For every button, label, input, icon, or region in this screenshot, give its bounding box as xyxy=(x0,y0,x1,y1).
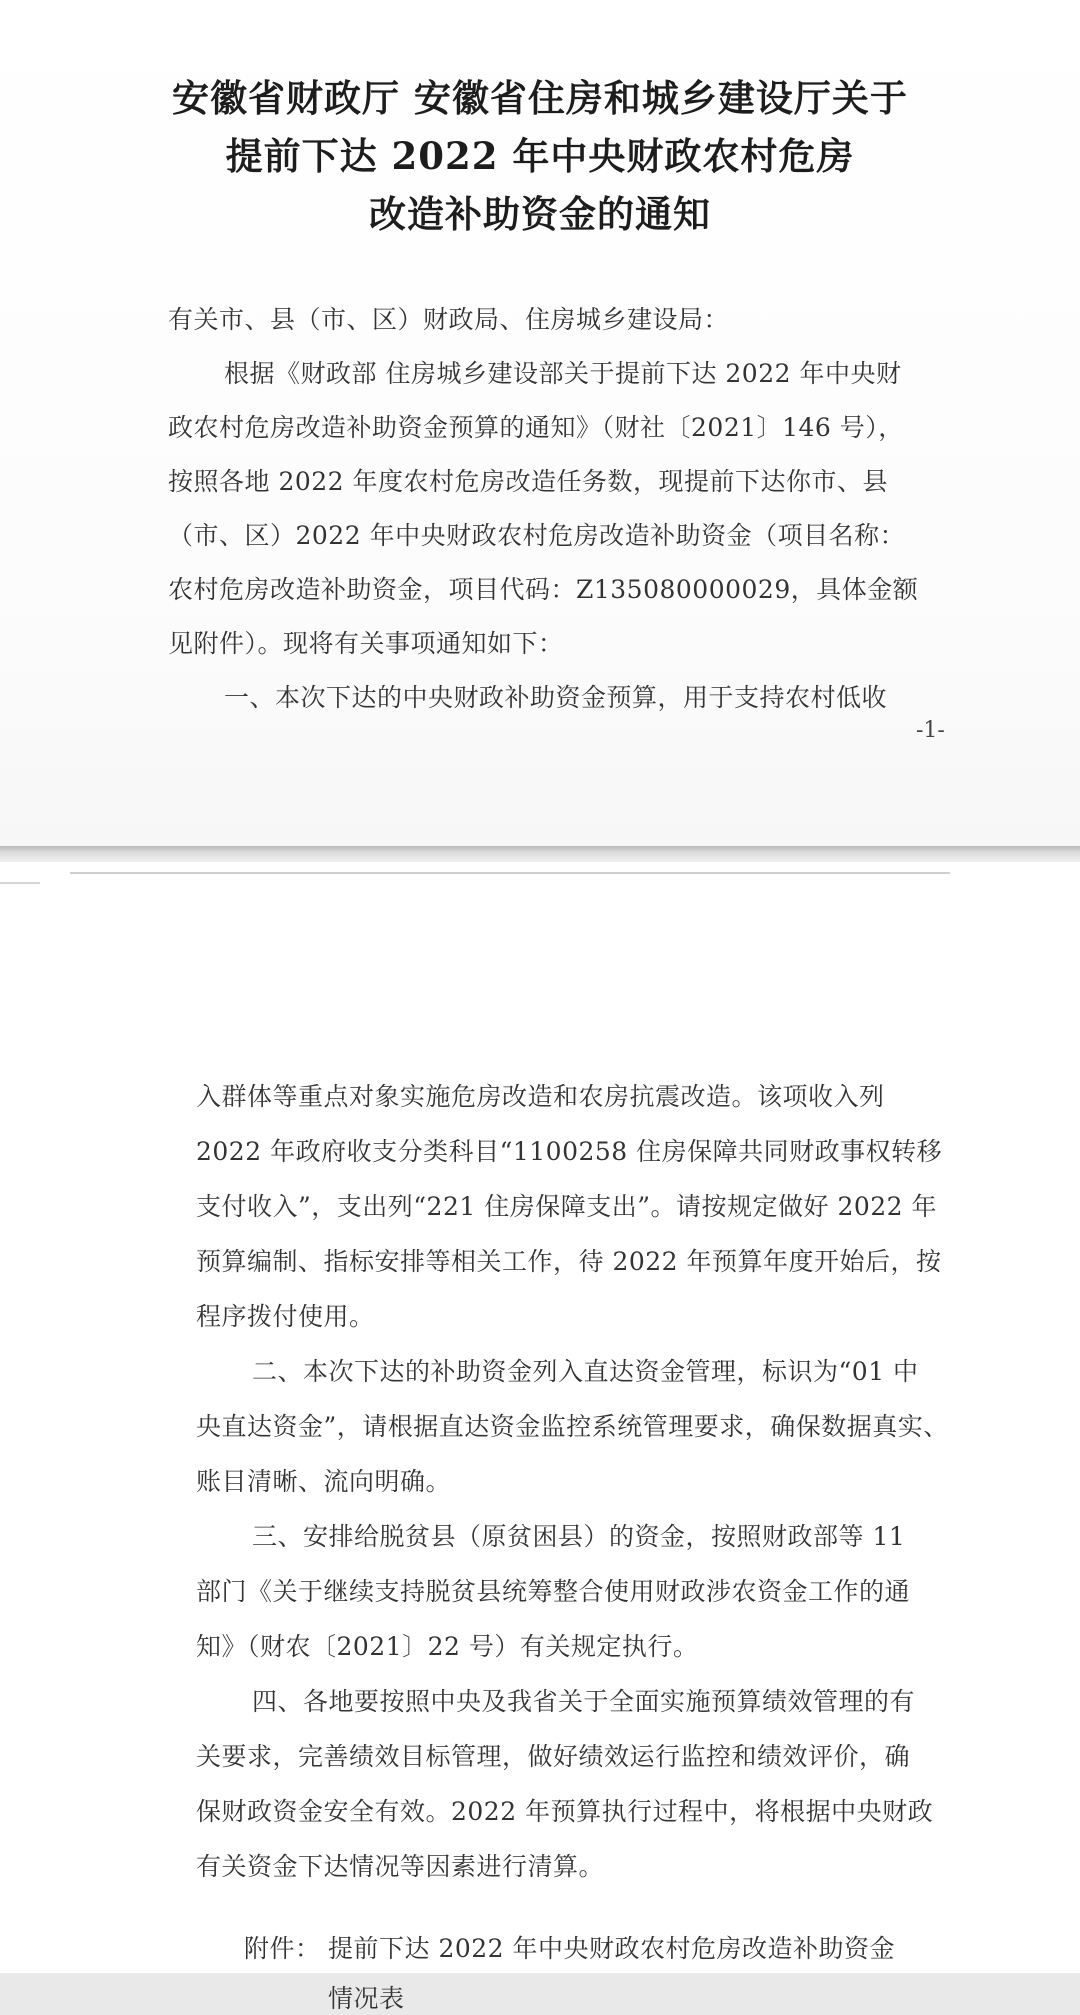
title-line-1: 安徽省财政厅 安徽省住房和城乡建设厅关于 xyxy=(172,76,908,120)
body-line: 保财政资金安全有效。2022 年预算执行过程中，将根据中央财政 xyxy=(196,1797,934,1826)
body-line: 三、安排给脱贫县（原贫困县）的资金，按照财政部等 11 xyxy=(252,1522,906,1551)
body-line: 四、各地要按照中央及我省关于全面实施预算绩效管理的有 xyxy=(252,1687,916,1716)
body-line: 知》（财农〔2021〕22 号）有关规定执行。 xyxy=(196,1632,699,1661)
title-line-3: 改造补助资金的通知 xyxy=(369,192,711,236)
body-line: （市、区）2022 年中央财政农村危房改造补助资金（项目名称： xyxy=(168,521,906,550)
body-line: 程序拨付使用。 xyxy=(196,1302,375,1331)
body-line: 见附件）。现将有关事项通知如下： xyxy=(168,629,564,658)
body-line: 关要求，完善绩效目标管理，做好绩效运行监控和绩效评价，确 xyxy=(196,1742,911,1771)
page-number: -1- xyxy=(916,718,945,743)
body-line: 有关资金下达情况等因素进行清算。 xyxy=(196,1852,605,1881)
body-line: 入群体等重点对象实施危房改造和农房抗震改造。该项收入列 xyxy=(196,1082,885,1111)
scan-edge-line xyxy=(70,872,950,874)
body-line: 部门《关于继续支持脱贫县统筹整合使用财政涉农资金工作的通 xyxy=(196,1577,911,1606)
document-page-2 xyxy=(0,862,1080,2013)
page-separator xyxy=(0,846,1080,862)
body-line: 农村危房改造补助资金，项目代码：Z135080000029，具体金额 xyxy=(168,575,919,604)
body-line: 根据《财政部 住房城乡建设部关于提前下达 2022 年中央财 xyxy=(224,359,902,388)
salutation: 有关市、县（市、区）财政局、住房城乡建设局： xyxy=(168,305,730,334)
attachment-line: 提前下达 2022 年中央财政农村危房改造补助资金 xyxy=(328,1934,896,1963)
document-page-1 xyxy=(0,0,1080,846)
scan-edge-mark xyxy=(0,882,40,884)
body-line: 支付收入”，支出列“221 住房保障支出”。请按规定做好 2022 年 xyxy=(196,1192,938,1221)
body-line: 预算编制、指标安排等相关工作，待 2022 年预算年度开始后，按 xyxy=(196,1247,942,1276)
attachment-line: 情况表 xyxy=(328,1984,405,2013)
body-line: 账目清晰、流向明确。 xyxy=(196,1467,452,1496)
body-line: 二、本次下达的补助资金列入直达资金管理，标识为“01 中 xyxy=(252,1357,919,1386)
body-line: 2022 年政府收支分类科目“1100258 住房保障共同财政事权转移 xyxy=(196,1137,943,1166)
body-line: 按照各地 2022 年度农村危房改造任务数，现提前下达你市、县 xyxy=(168,467,889,496)
attachment-label: 附件： xyxy=(244,1934,321,1963)
body-line: 央直达资金”，请根据直达资金监控系统管理要求，确保数据真实、 xyxy=(196,1412,949,1441)
body-line: 一、本次下达的中央财政补助资金预算，用于支持农村低收 xyxy=(224,683,888,712)
title-line-2: 提前下达 2022 年中央财政农村危房 xyxy=(225,134,855,178)
body-line: 政农村危房改造补助资金预算的通知》（财社〔2021〕146 号）， xyxy=(168,413,904,442)
